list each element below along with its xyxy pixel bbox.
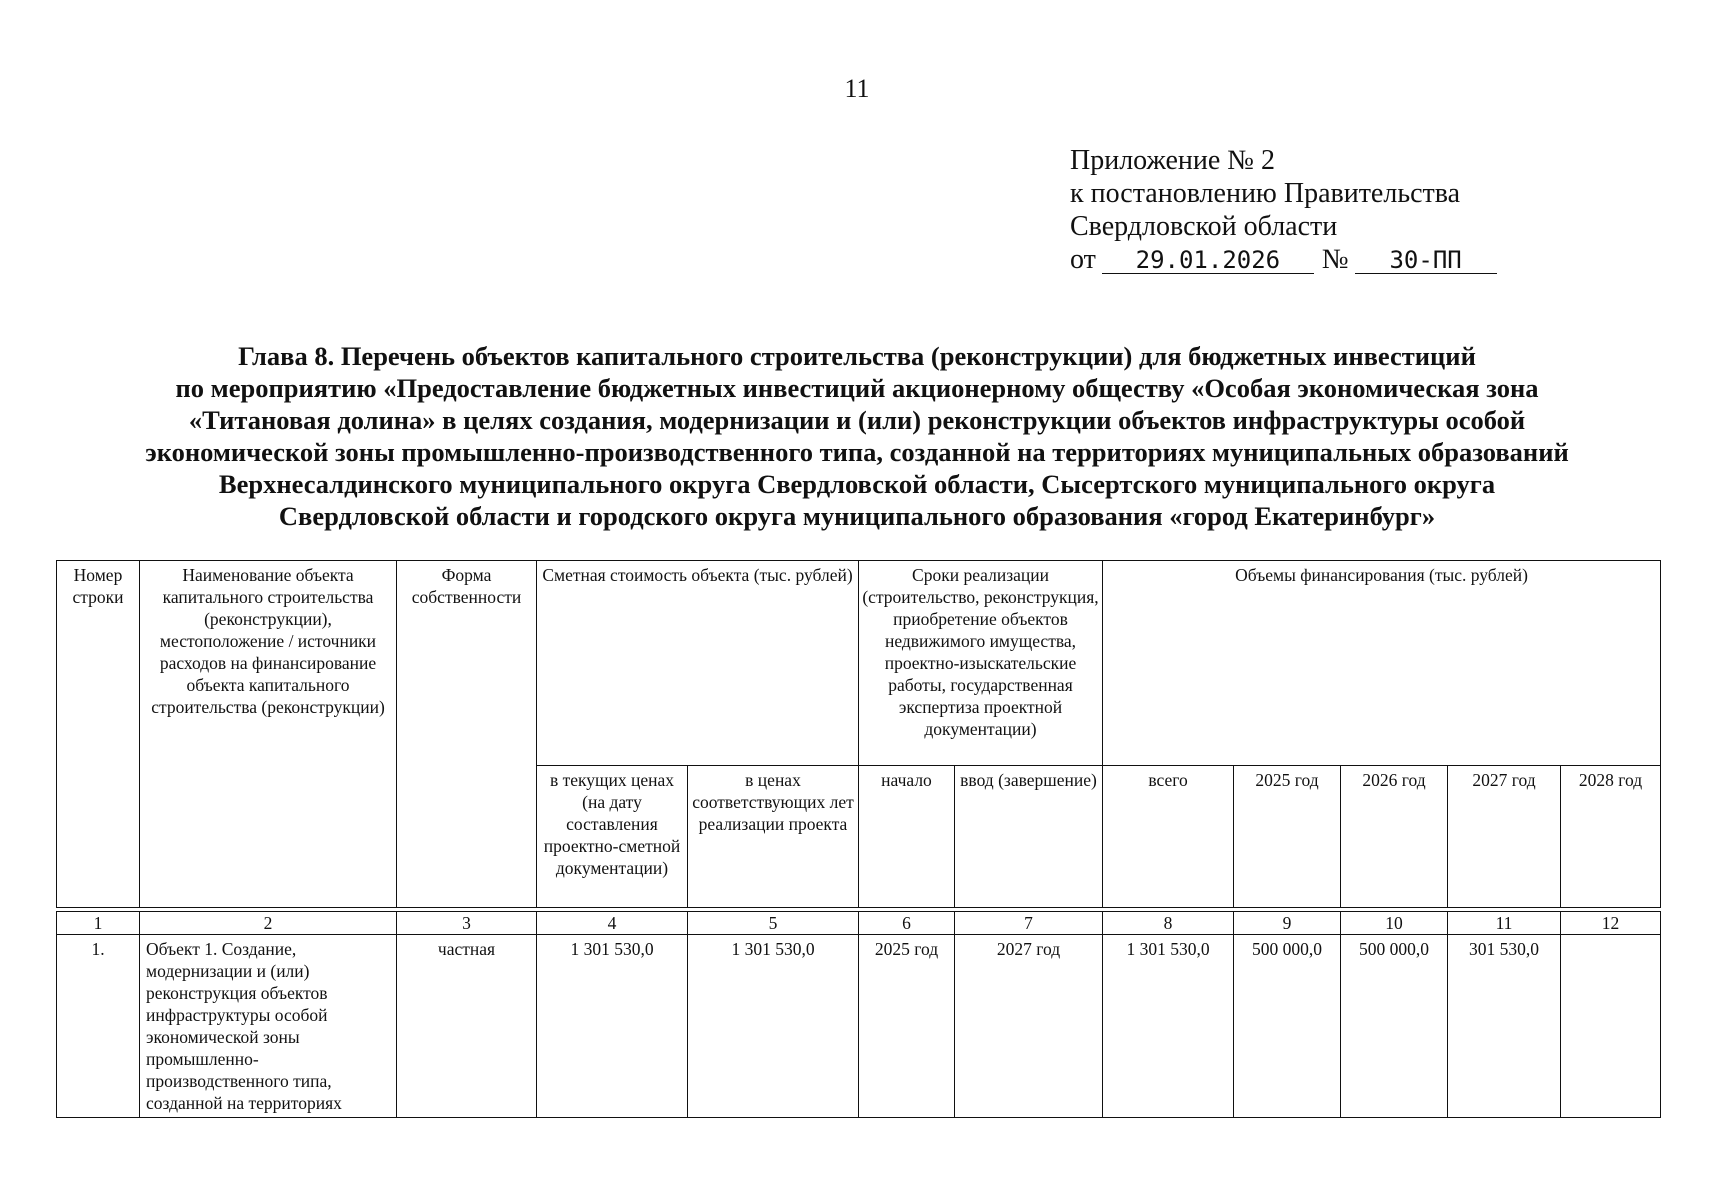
cell-term-end: 2027 год — [955, 935, 1103, 1118]
cell-ownership: частная — [397, 935, 537, 1118]
chapter-title-line: Верхнесалдинского муниципального округа Свердловской области, Сысертского муниципального округа — [218, 469, 1496, 499]
column-number: 6 — [859, 912, 955, 935]
header-fin-2028: 2028 год — [1561, 766, 1661, 908]
cell-fin-2026: 500 000,0 — [1341, 935, 1448, 1118]
cell-fin-2028 — [1561, 935, 1661, 1118]
chapter-title-line: «Титановая долина» в целях создания, модернизации и (или) реконструкции объектов инфраструктуры особой — [188, 405, 1526, 435]
column-number: 4 — [537, 912, 688, 935]
from-label: от — [1070, 244, 1096, 275]
cell-fin-2027: 301 530,0 — [1448, 935, 1561, 1118]
resolution-date: 29.01.2026 — [1102, 247, 1314, 274]
cell-term-start: 2025 год — [859, 935, 955, 1118]
header-fin-total: всего — [1103, 766, 1234, 908]
cell-row-number: 1. — [57, 935, 140, 1118]
chapter-title-line: экономической зоны промышленно-производственного типа, созданной на территориях муниципальных образований — [145, 437, 1569, 467]
header-row-number: Номер строки — [57, 561, 140, 908]
header-fin-2025: 2025 год — [1234, 766, 1341, 908]
appendix-date-number-line — [1070, 243, 1670, 276]
cell-cost-years: 1 301 530,0 — [688, 935, 859, 1118]
column-number: 1 — [57, 912, 140, 935]
header-cost-current: в текущих ценах (на дату составления проектно-сметной документации) — [537, 766, 688, 908]
objects-table — [56, 560, 1661, 1118]
chapter-title-line: по мероприятию «Предоставление бюджетных инвестиций акционерному обществу «Особая экономическая зона — [175, 373, 1539, 403]
header-estimated-cost: Сметная стоимость объекта (тыс. рублей) — [537, 561, 859, 766]
appendix-title: Приложение № 2 — [1070, 145, 1275, 176]
page-number: 11 — [844, 74, 870, 103]
number-label: № — [1321, 244, 1349, 275]
chapter-title — [40, 340, 1674, 532]
chapter-title-line: Глава 8. Перечень объектов капитального строительства (реконструкции) для бюджетных инвестиций — [238, 341, 1476, 371]
column-number: 12 — [1561, 912, 1661, 935]
header-terms: Сроки реализации (строительство, реконструкция, приобретение объектов недвижимого имущества, проектно-изыскательские работы, государственная экспертиза проектной документации) — [859, 561, 1103, 766]
header-fin-2026: 2026 год — [1341, 766, 1448, 908]
cell-cost-current: 1 301 530,0 — [537, 935, 688, 1118]
column-number: 3 — [397, 912, 537, 935]
resolution-number: 30-ПП — [1355, 247, 1497, 274]
appendix-region-line: Свердловской области — [1070, 211, 1338, 242]
column-number: 11 — [1448, 912, 1561, 935]
header-object-name: Наименование объекта капитального строительства (реконструкции), местоположение / источники расходов на финансирование объекта капитального строительства (реконструкции) — [140, 561, 397, 908]
cell-object-name: Объект 1. Создание, модернизации и (или) реконструкция объектов инфраструктуры особой экономической зоны промышленно-производственного типа, созданной на территориях — [140, 935, 397, 1118]
column-number: 7 — [955, 912, 1103, 935]
header-term-start: начало — [859, 766, 955, 908]
appendix-resolution-line: к постановлению Правительства — [1070, 178, 1461, 209]
header-ownership: Форма собственности — [397, 561, 537, 908]
header-fin-2027: 2027 год — [1448, 766, 1561, 908]
column-number: 2 — [140, 912, 397, 935]
table-row — [57, 935, 1661, 1118]
header-row — [57, 561, 1661, 766]
appendix-block — [1070, 144, 1670, 276]
header-financing: Объемы финансирования (тыс. рублей) — [1103, 561, 1661, 766]
header-cost-years: в ценах соответствующих лет реализации проекта — [688, 766, 859, 908]
cell-fin-total: 1 301 530,0 — [1103, 935, 1234, 1118]
header-term-end: ввод (завершение) — [955, 766, 1103, 908]
column-number: 8 — [1103, 912, 1234, 935]
column-number: 9 — [1234, 912, 1341, 935]
column-number-row — [57, 912, 1661, 935]
chapter-title-line: Свердловской области и городского округа муниципального образования «город Екатеринбург» — [278, 501, 1436, 531]
cell-fin-2025: 500 000,0 — [1234, 935, 1341, 1118]
column-number: 5 — [688, 912, 859, 935]
column-number: 10 — [1341, 912, 1448, 935]
